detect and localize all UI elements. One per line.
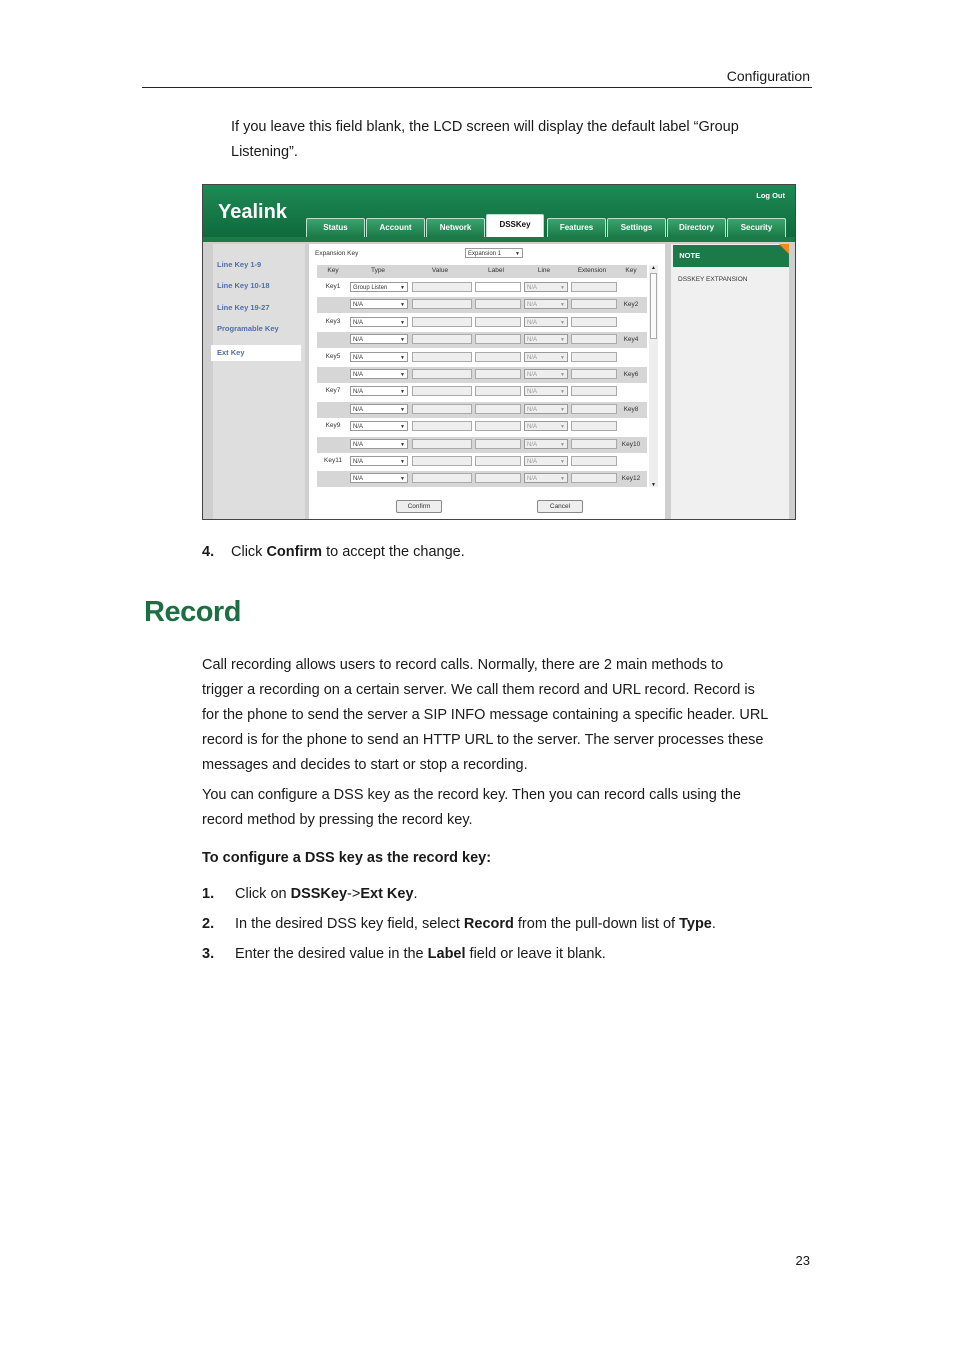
type-select[interactable] [350, 299, 408, 309]
line-select-value: N/A [527, 372, 538, 378]
step-text: from the pull-down list of [513, 916, 680, 932]
row-key-label: Key11 [324, 457, 342, 464]
chevron-down-icon: ▼ [400, 302, 405, 309]
extension-input[interactable] [571, 421, 617, 431]
row-key-label-right: Key10 [621, 440, 641, 448]
type-select-value: N/A [353, 424, 364, 431]
line-select[interactable] [524, 352, 568, 362]
table-row [317, 471, 647, 487]
line-select-value: N/A [527, 319, 538, 326]
row-key-label-right: Key12 [621, 475, 641, 483]
type-select[interactable] [350, 439, 408, 449]
chevron-down-icon: ▼ [515, 251, 520, 257]
row-key-label: Key1 [325, 283, 341, 290]
chevron-down-icon: ▼ [400, 285, 405, 291]
column-header: Label [488, 267, 504, 274]
nav-item-line-key-19-27[interactable]: Line Key 19-27 [217, 303, 270, 312]
tab-dsskey[interactable]: DSSKey [486, 214, 544, 238]
label-input[interactable] [475, 456, 521, 466]
step-text: . [711, 916, 716, 932]
value-input[interactable] [412, 317, 472, 327]
paragraph-line: for the phone to send the server a SIP INFO message containing a specific header. URL [202, 707, 769, 723]
row-key-label: Key9 [325, 422, 341, 430]
tab-settings[interactable]: Settings [607, 218, 666, 237]
type-select-value: N/A [353, 406, 364, 413]
type-select[interactable] [350, 282, 408, 292]
cancel-button[interactable]: Cancel [537, 500, 583, 513]
type-select-value: N/A [353, 389, 364, 396]
chevron-down-icon: ▼ [400, 372, 405, 378]
type-select-value: N/A [353, 302, 364, 309]
type-select[interactable] [350, 334, 408, 344]
tab-security[interactable]: Security [727, 218, 786, 237]
row-key-label-right: Key8 [623, 405, 639, 413]
line-select[interactable] [524, 404, 568, 414]
note-panel [671, 244, 789, 520]
chevron-down-icon: ▼ [560, 354, 565, 361]
value-input[interactable] [412, 439, 472, 449]
line-select-value: N/A [527, 476, 538, 483]
table-row [317, 297, 647, 313]
chevron-down-icon: ▼ [560, 372, 565, 378]
step-bold: Record [463, 916, 514, 932]
chevron-down-icon: ▼ [400, 441, 405, 448]
tab-underline [203, 237, 795, 242]
chevron-down-icon: ▼ [400, 424, 405, 431]
line-select[interactable] [524, 386, 568, 396]
scroll-up-icon[interactable]: ▲ [651, 265, 656, 271]
type-select-value: N/A [353, 372, 364, 378]
type-select[interactable] [350, 421, 408, 431]
step-number: 1. [202, 886, 215, 902]
nav-item-line-key-1-9[interactable]: Line Key 1-9 [217, 260, 262, 269]
label-input[interactable] [475, 299, 521, 309]
note-corner [779, 244, 789, 254]
extension-input[interactable] [571, 456, 617, 466]
line-select-value: N/A [527, 459, 538, 465]
intro-paragraph: If you leave this field blank, the LCD screen will display the default label “Group Listening”. [231, 119, 739, 160]
chevron-down-icon: ▼ [400, 406, 405, 413]
tab-status[interactable]: Status [306, 218, 365, 237]
type-select-value: N/A [353, 319, 364, 326]
paragraph-line: Call recording allows users to record calls. Normally, there are 2 main methods to [202, 657, 724, 673]
step-text: Click on [235, 886, 291, 902]
chevron-down-icon: ▼ [560, 302, 565, 309]
line-select-value: N/A [527, 354, 538, 361]
table-row [317, 280, 647, 296]
step-text: field or leave it blank. [465, 946, 606, 962]
value-input[interactable] [412, 282, 472, 292]
expansion-select-value: Expansion 1 [468, 251, 502, 257]
nav-item-programable-key[interactable]: Programable Key [217, 324, 279, 333]
line-select[interactable] [524, 317, 568, 327]
row-key-label: Key3 [325, 317, 341, 325]
chevron-down-icon: ▼ [560, 319, 565, 326]
column-header: Line [537, 267, 551, 274]
chevron-down-icon: ▼ [560, 441, 565, 448]
row-key-label-right: Key2 [623, 301, 639, 309]
label-input[interactable] [475, 369, 521, 379]
chevron-down-icon: ▼ [560, 406, 565, 413]
label-input[interactable] [475, 473, 521, 483]
table-row [317, 454, 647, 470]
chevron-down-icon: ▼ [400, 337, 405, 344]
type-select[interactable] [350, 352, 408, 362]
paragraph-2 [202, 783, 822, 833]
extension-input[interactable] [571, 439, 617, 449]
type-select[interactable] [350, 369, 408, 379]
tab-account[interactable]: Account [366, 218, 425, 237]
step-text: In the desired DSS key field, select [235, 916, 464, 932]
line-select[interactable] [524, 456, 568, 466]
value-input[interactable] [412, 369, 472, 379]
type-select[interactable] [350, 386, 408, 396]
line-select[interactable] [524, 334, 568, 344]
line-select-value: N/A [527, 337, 538, 344]
value-input[interactable] [412, 299, 472, 309]
label-input[interactable] [475, 317, 521, 327]
chevron-down-icon: ▼ [400, 476, 405, 483]
chevron-down-icon: ▼ [560, 476, 565, 483]
line-select[interactable] [524, 473, 568, 483]
table-row [317, 367, 647, 383]
type-select-value: Group Listen [353, 285, 388, 291]
extension-input[interactable] [571, 369, 617, 379]
type-select[interactable] [350, 317, 408, 327]
chevron-down-icon: ▼ [400, 319, 405, 326]
step-text: . [413, 886, 418, 902]
value-input[interactable] [412, 404, 472, 414]
step-text: to accept the change. [322, 544, 465, 560]
step-bold: Label [427, 946, 466, 962]
line-select[interactable] [524, 369, 568, 379]
label-input[interactable] [475, 282, 521, 292]
tab-directory[interactable]: Directory [667, 218, 726, 237]
chevron-down-icon: ▼ [560, 285, 565, 291]
label-input[interactable] [475, 334, 521, 344]
line-select-value: N/A [527, 424, 538, 431]
confirm-button[interactable]: Confirm [396, 500, 442, 513]
value-input[interactable] [412, 473, 472, 483]
step-number: 4. [202, 544, 215, 560]
step-bold: Confirm [266, 544, 323, 560]
value-input[interactable] [412, 386, 472, 396]
chevron-down-icon: ▼ [400, 459, 405, 465]
paragraph-line: record is for the phone to send an HTTP URL to the server. The server processes these [202, 732, 764, 748]
label-input[interactable] [475, 352, 521, 362]
line-select-value: N/A [527, 441, 538, 448]
paragraph-line: You can configure a DSS key as the record key. Then you can record calls using the [202, 787, 741, 803]
row-key-label-right: Key6 [623, 371, 639, 378]
extension-input[interactable] [571, 386, 617, 396]
column-header: Type [370, 267, 386, 274]
line-select-value: N/A [527, 389, 538, 396]
chevron-down-icon: ▼ [560, 389, 565, 396]
type-select[interactable] [350, 404, 408, 414]
value-input[interactable] [412, 352, 472, 362]
step-text: Enter the desired value in the [235, 946, 428, 962]
line-select-value: N/A [527, 302, 538, 309]
table-row [317, 315, 647, 331]
extension-input[interactable] [571, 334, 617, 344]
value-input[interactable] [412, 456, 472, 466]
line-select-value: N/A [527, 285, 538, 291]
line-select[interactable] [524, 421, 568, 431]
step-number: 2. [202, 916, 215, 932]
logout-link[interactable]: Log Out [756, 191, 785, 200]
tab-network[interactable]: Network [426, 218, 485, 237]
step-bold: DSSKey [290, 886, 348, 902]
line-select-value: N/A [527, 406, 538, 413]
type-select[interactable] [350, 473, 408, 483]
column-header: Value [431, 267, 449, 274]
section-title: Record [144, 596, 241, 628]
header-rule [142, 87, 812, 88]
tab-features[interactable]: Features [547, 218, 606, 237]
procedure-title: To configure a DSS key as the record key: [202, 850, 492, 866]
yealink-logo: Yealink [218, 201, 287, 223]
table-row [317, 350, 647, 366]
line-select[interactable] [524, 439, 568, 449]
row-key-label-right: Key4 [623, 336, 639, 344]
paragraph-line: record method by pressing the record key. [202, 812, 473, 828]
label-input[interactable] [475, 439, 521, 449]
extension-input[interactable] [571, 317, 617, 327]
step-bold: Type [679, 916, 712, 932]
paragraph-line: messages and decides to start or stop a recording. [202, 757, 528, 773]
step-text: -> [347, 886, 361, 902]
type-select-value: N/A [353, 337, 364, 344]
expansion-label: Expansion Key [315, 250, 359, 257]
step-text: Click [231, 544, 267, 560]
row-key-label: Key5 [325, 352, 341, 360]
scrollbar-thumb[interactable] [650, 273, 657, 339]
nav-item-line-key-10-18[interactable]: Line Key 10-18 [217, 281, 270, 290]
chevron-down-icon: ▼ [560, 459, 565, 465]
paragraph-1 [202, 653, 822, 778]
chevron-down-icon: ▼ [400, 354, 405, 361]
scroll-down-icon[interactable]: ▼ [651, 482, 656, 488]
web-ui-screenshot [202, 184, 796, 520]
note-title: NOTE [673, 245, 789, 267]
line-select[interactable] [524, 282, 568, 292]
table-row [317, 419, 647, 435]
table-row [317, 437, 647, 453]
extension-input[interactable] [571, 352, 617, 362]
extension-input[interactable] [571, 299, 617, 309]
running-header: Configuration [726, 68, 810, 84]
extension-input[interactable] [571, 404, 617, 414]
column-header: Key [625, 267, 637, 274]
label-input[interactable] [475, 421, 521, 431]
label-input[interactable] [475, 386, 521, 396]
value-input[interactable] [412, 334, 472, 344]
paragraph-line: trigger a recording on a certain server. We call them record and URL record. Record is [202, 682, 755, 698]
type-select[interactable] [350, 456, 408, 466]
type-select-value: N/A [353, 459, 364, 465]
column-header: Key [327, 267, 339, 274]
chevron-down-icon: ▼ [400, 389, 405, 396]
step-number: 3. [202, 946, 215, 962]
table-row [317, 402, 647, 418]
column-header: Extension [577, 267, 607, 274]
expansion-select[interactable] [465, 248, 523, 258]
extension-input[interactable] [571, 282, 617, 292]
row-key-label: Key7 [325, 387, 341, 395]
type-select-value: N/A [353, 441, 364, 448]
chevron-down-icon: ▼ [560, 424, 565, 431]
chevron-down-icon: ▼ [560, 337, 565, 344]
note-text: DSSKEY EXTPANSION [678, 276, 748, 283]
page-number: 23 [795, 1253, 810, 1268]
type-select-value: N/A [353, 476, 364, 483]
nav-item-ext-key[interactable]: Ext Key [211, 345, 301, 361]
table-row [317, 332, 647, 348]
type-select-value: N/A [353, 354, 364, 361]
value-input[interactable] [412, 421, 472, 431]
table-row [317, 384, 647, 400]
step-bold: Ext Key [360, 886, 414, 902]
line-select[interactable] [524, 299, 568, 309]
extension-input[interactable] [571, 473, 617, 483]
label-input[interactable] [475, 404, 521, 414]
